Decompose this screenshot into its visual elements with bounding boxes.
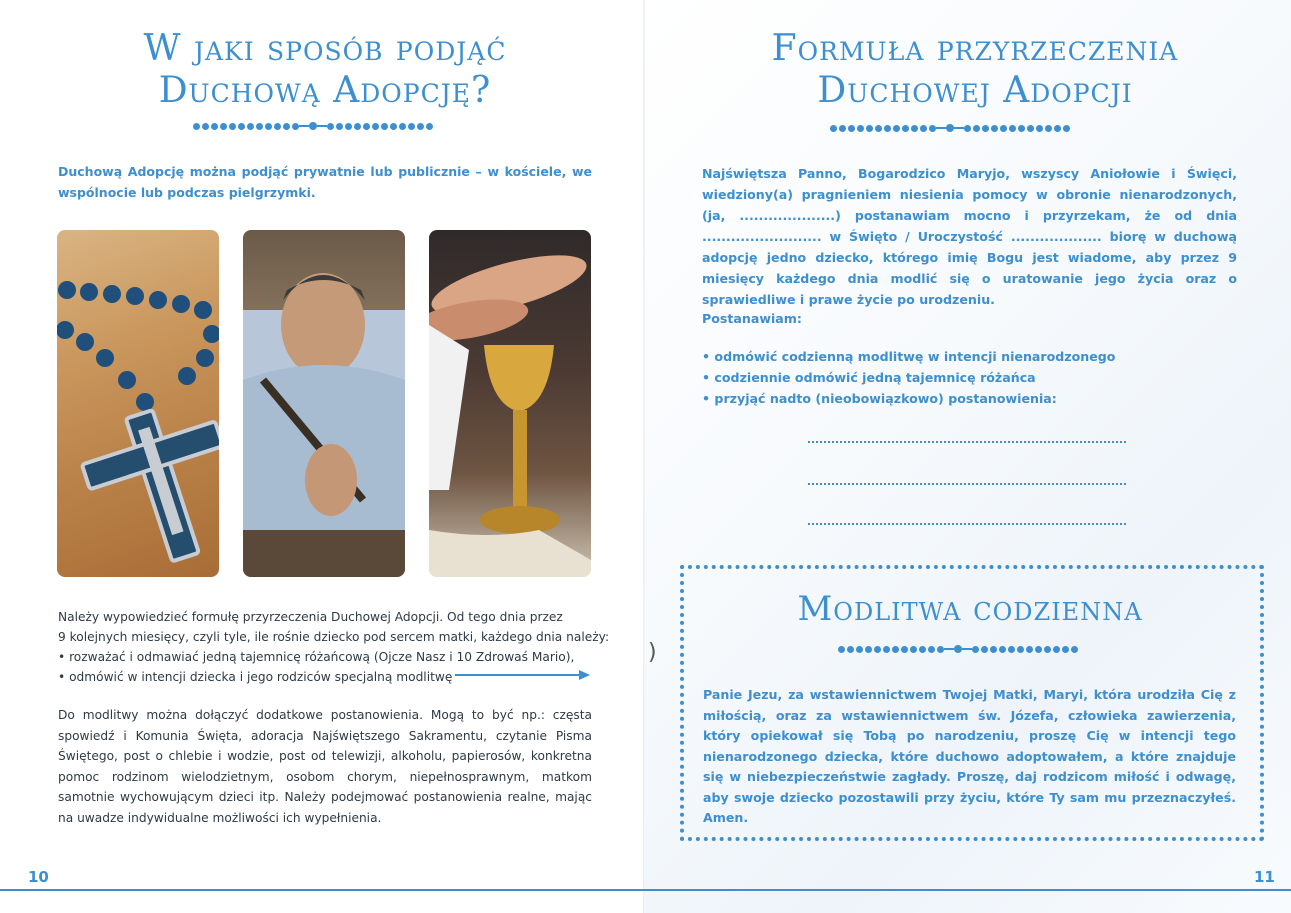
resolve-list [702,346,1222,409]
extra-resolutions-paragraph: Do modlitwy można dołączyć dodatkowe postanowienia. Mogą to być np.: częsta spowiedź i Komunia Święta, adoracja Najświętszego Sakramentu, czytanie Pisma Świętego, post o chlebie i wodzie, post od telewizji, alkoholu, papierosów, konkretna pomoc rodzinom wielodzietnym, osobom chorym, niepełnosprawnym, matkom samotnie wychowującym dzieci itp. Należy podejmować postanowienia realne, mając na uwadze indywidualne możliwości ich wypełnienia. [58,708,592,825]
resolve-item: • odmówić codzienną modlitwę w intencji nienarodzonego [702,349,1116,364]
body-line1: Należy wypowiedzieć formułę przyrzeczenia Duchowej Adopcji. Od tego dnia przez [58,610,563,624]
resolution-blank-line-2 [808,483,1126,485]
right-title-divider [830,124,1070,132]
left-page [0,0,645,913]
page-number-right: 11 [1254,868,1275,886]
margin-mark-bottom: ) [648,640,657,665]
daily-prayer-text: Panie Jezu, za wstawiennictwem Twojej Matki, Maryi, która urodziła Cię z miłością, oraz za wstawiennictwem św. Józefa, człowieka zawierzenia, który opiekował się Tobą po narodzeniu, proszę Cię w intencji tego nienarodzonego dziecka, które duchowo adoptowałem, a które znajduje się w niebezpieczeństwie zagłady. Proszę, daj rodzicom miłość i odwagę, aby swoje dziecko pozostawili przy życiu, które Ty sam mu przeznaczyłeś. Amen. [703,687,1236,825]
resolve-heading: Postanawiam: [702,311,802,326]
left-title-line2: Duchową Adopcję? [158,70,492,111]
photo-rosary [57,230,219,577]
body-line2: 9 kolejnych miesięcy, czyli tyle, ile rośnie dziecko pod sercem matki, każdego dnia należy: [58,630,610,644]
right-title-line2: Duchowej Adopcji [817,70,1133,111]
intro-paragraph: Duchową Adopcję można podjąć prywatnie lub publicznie – w kościele, we wspólnocie lub podczas pielgrzymki. [58,164,592,200]
photo-praying-man [243,230,405,577]
left-title-line1: W jaki sposób podjąć [143,28,507,69]
resolve-item: • przyjąć nadto (nieobowiązkowo) postanowienia: [702,391,1057,406]
rosary-icon [57,230,219,577]
praying-man-icon [243,230,405,577]
page-number-left: 10 [28,868,49,886]
photo-chalice [429,230,591,577]
footer-rule [0,889,1291,891]
bullet-rosary: • rozważać i odmawiać jedną tajemnicę różańcową (Ojcze Nasz i 10 Zdrowaś Mario), [58,650,575,664]
left-title-divider [193,122,433,130]
resolution-blank-line-1 [808,441,1126,443]
daily-prayer-title: Modlitwa codzienna [797,589,1143,629]
prayer-divider [838,645,1078,653]
pledge-formula: Najświętsza Panno, Bogarodzico Maryjo, wszyscy Aniołowie i Święci, wiedziony(a) pragnieniem niesienia pomocy w obronie nienarodzonych, (ja, ....................) postanawiam mocno i przyrzekam, że od dnia ......................... w Święto / Uroczystość ................... biorę w duchową adopcję jedno dziecko, którego imię Bogu jest wiadome, aby przez 9 miesięcy każdego dnia modlić się o uratowanie jego życia oraz o sprawiedliwe i prawe życie po urodzeniu. [702,166,1237,307]
chalice-icon [429,230,591,577]
right-page-title [685,28,1265,112]
bullet-prayer: • odmówić w intencji dziecka i jego rodziców specjalną modlitwę [58,670,453,684]
right-title-line1: Formuła przyrzeczenia [771,28,1179,69]
resolve-item: • codziennie odmówić jedną tajemnicę różańca [702,370,1036,385]
arrow-right-icon [455,668,591,682]
resolution-blank-line-3 [808,523,1126,525]
left-page-title [60,28,590,112]
